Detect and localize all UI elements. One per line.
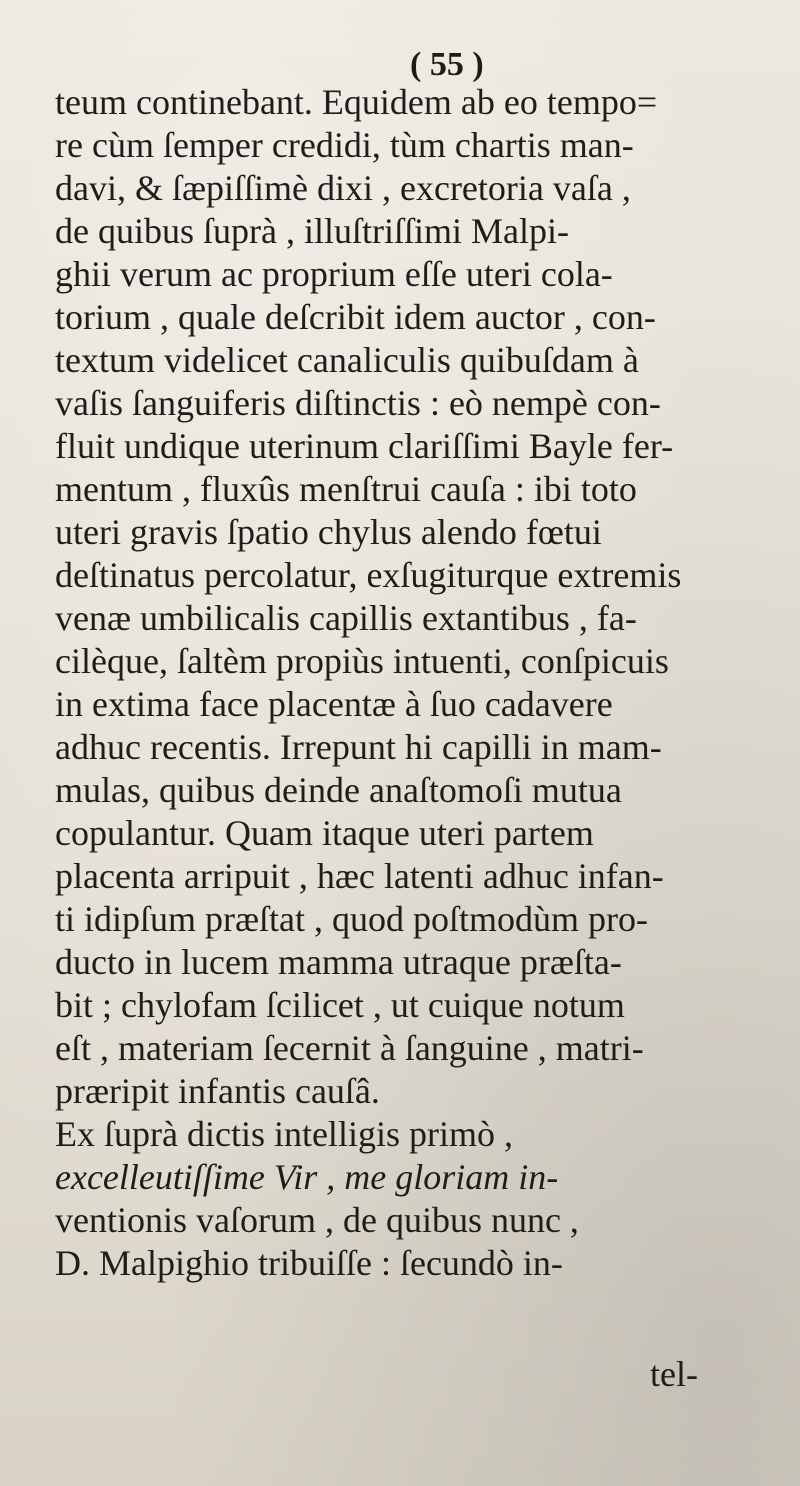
text-line: ventionis vaſorum , de quibus nunc , — [55, 1200, 579, 1240]
text-line: cilèque, ſaltèm propiùs intuenti, conſpicuis — [55, 641, 669, 681]
text-line: bit ; chylofam ſcilicet , ut cuique notum — [55, 985, 625, 1025]
catchword: tel- — [650, 1354, 698, 1394]
text-line: deſtinatus percolatur, exſugiturque extremis — [55, 555, 682, 595]
text-line: torium , quale deſcribit idem auctor , con- — [55, 297, 656, 337]
text-line: excelleutiſſime Vir , me gloriam in- — [55, 1157, 559, 1197]
text-line: ducto in lucem mamma utraque præſta- — [55, 942, 622, 982]
text-line: Ex ſuprà dictis intelligis primò , — [55, 1114, 513, 1154]
text-line: mulas, quibus deinde anaſtomoſi mutua — [55, 770, 622, 810]
text-line: de quibus ſuprà , illuſtriſſimi Malpi- — [55, 211, 569, 251]
text-line: mentum , fluxûs menſtrui cauſa : ibi toto — [55, 469, 637, 509]
text-line: placenta arripuit , hæc latenti adhuc infan- — [55, 856, 664, 896]
text-line: uteri gravis ſpatio chylus alendo fœtui — [55, 512, 602, 552]
text-line: venæ umbilicalis capillis extantibus , fa- — [55, 598, 637, 638]
text-line: copulantur. Quam itaque uteri partem — [55, 813, 594, 853]
text-line: textum videlicet canaliculis quibuſdam à — [55, 340, 639, 380]
text-line: teum continebant. Equidem ab eo tempo= — [55, 82, 658, 122]
page-number: ( 55 ) — [410, 46, 484, 83]
text-line: eſt , materiam ſecernit à ſanguine , matri- — [55, 1028, 644, 1068]
text-line: fluit undique uterinum clariſſimi Bayle fer- — [55, 426, 674, 466]
text-line: adhuc recentis. Irrepunt hi capilli in mam- — [55, 727, 662, 767]
text-line: re cùm ſemper credidi, tùm chartis man- — [55, 125, 634, 165]
text-line: ghii verum ac proprium eſſe uteri cola- — [55, 254, 613, 294]
text-line: in extima face placentæ à ſuo cadavere — [55, 684, 613, 724]
text-line: vaſis ſanguiferis diſtinctis : eò nempè con- — [55, 383, 661, 423]
text-line: ti idipſum præſtat , quod poſtmodùm pro- — [55, 899, 648, 939]
text-line: D. Malpighio tribuiſſe : ſecundò in- — [55, 1243, 563, 1283]
text-line: præripit infantis cauſâ. — [55, 1071, 380, 1111]
text-line: davi, & ſæpiſſimè dixi , excretoria vaſa , — [55, 168, 631, 208]
